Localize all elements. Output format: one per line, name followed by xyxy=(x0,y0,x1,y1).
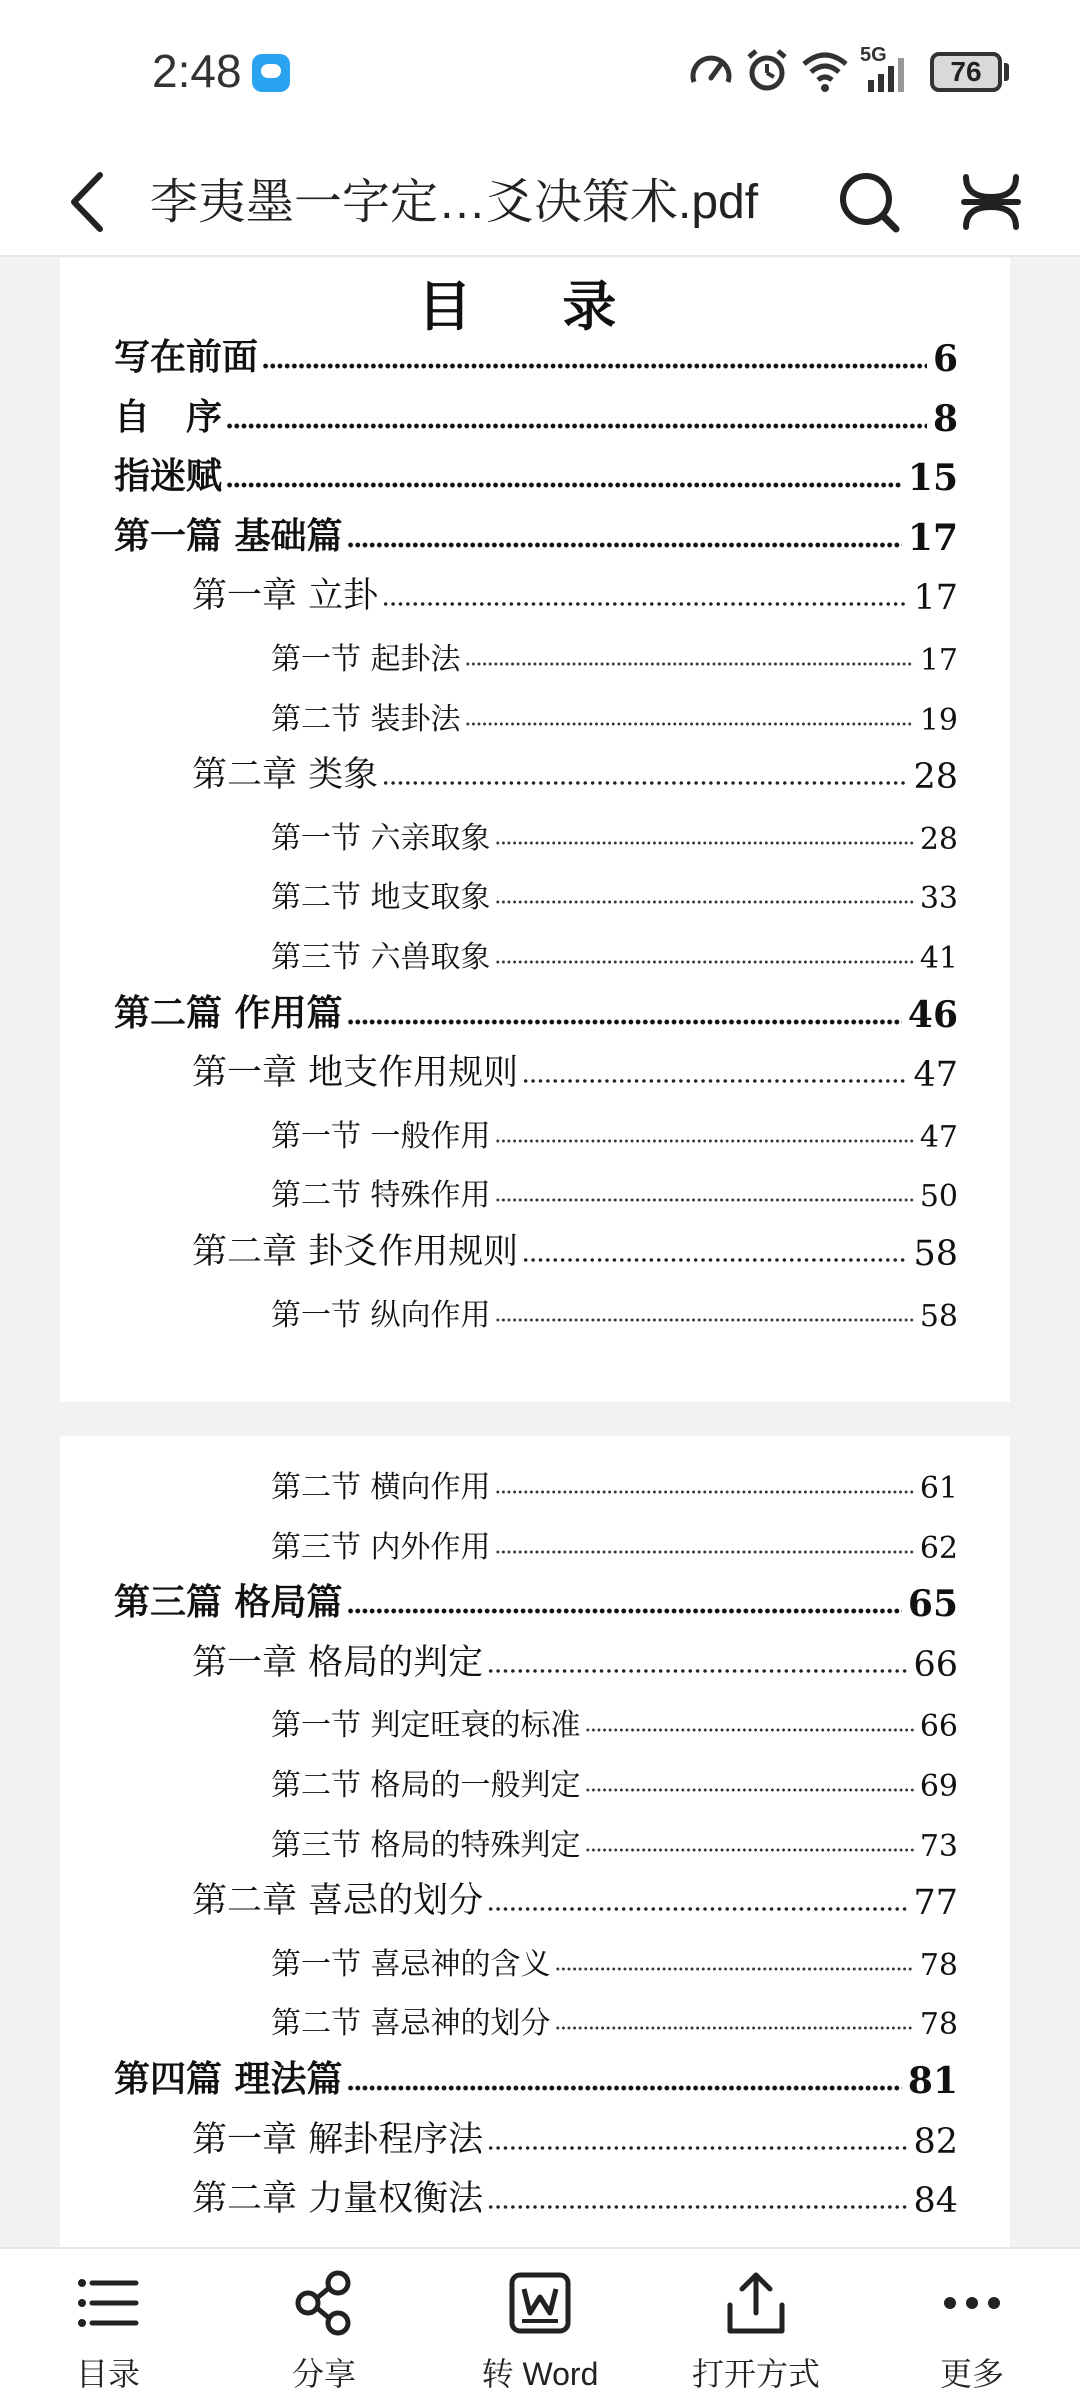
toc-leader-dots xyxy=(382,775,907,787)
toc-entry[interactable] xyxy=(271,924,958,976)
app-bar xyxy=(0,145,1080,257)
toc-entry-title: 第二章 卦爻作用规则 xyxy=(192,1232,519,1272)
toc-entry-title: 自 序 xyxy=(114,395,223,438)
toc-leader-dots xyxy=(487,1901,907,1913)
battery-icon: 76 xyxy=(930,52,1002,92)
toc-entry[interactable] xyxy=(114,447,958,499)
toc-entry-page: 47 xyxy=(919,1119,958,1155)
toc-entry-page: 66 xyxy=(919,1709,958,1745)
toc-entry[interactable] xyxy=(192,745,958,797)
toc-entry-page: 62 xyxy=(919,1530,958,1566)
share-button-label: 分享 xyxy=(291,2356,356,2392)
toc-entry-title: 第一章 解卦程序法 xyxy=(192,2119,484,2160)
toc-entry[interactable] xyxy=(192,1633,958,1685)
toc-entry[interactable] xyxy=(271,1162,958,1214)
toc-button-label: 目录 xyxy=(75,2356,140,2392)
toc-entry-page: 73 xyxy=(919,1828,958,1864)
open-with-button[interactable] xyxy=(666,2249,846,2400)
list-icon xyxy=(74,2269,142,2337)
toc-leader-dots xyxy=(347,1014,902,1026)
toc-entry-title: 第三节 内外作用 xyxy=(271,1529,491,1565)
toc-entry[interactable] xyxy=(192,1043,958,1095)
search-icon[interactable] xyxy=(836,163,902,239)
toc-entry-page: 81 xyxy=(907,2060,958,2102)
toc-entry-title: 第二章 喜忌的划分 xyxy=(192,1881,484,1922)
toc-entry-title: 第三篇 格局篇 xyxy=(114,1581,343,1624)
toc-entry-page: 46 xyxy=(907,993,958,1036)
toc-entry-title: 第二章 类象 xyxy=(192,755,379,796)
toc-leader-dots xyxy=(262,358,927,370)
toc-leader-dots xyxy=(585,1842,914,1854)
toc-entry-page: 17 xyxy=(919,643,958,678)
pdf-page[interactable] xyxy=(60,258,1010,1402)
speed-icon xyxy=(688,48,734,98)
toc-leader-dots xyxy=(487,1663,907,1675)
toc-entry-title: 第二节 喜忌神的划分 xyxy=(271,2006,551,2042)
toc-entry[interactable] xyxy=(271,864,958,916)
toc-entry-page: 8 xyxy=(932,397,958,440)
toc-leader-dots xyxy=(495,835,914,847)
toc-entry[interactable] xyxy=(114,1573,958,1625)
toc-entry[interactable] xyxy=(271,1692,958,1744)
toc-entry[interactable] xyxy=(114,388,958,440)
status-time: 2:48 xyxy=(152,45,242,97)
toc-entry-title: 第一章 格局的判定 xyxy=(192,1642,484,1683)
toc-entry-title: 第一节 纵向作用 xyxy=(271,1297,491,1333)
toc-entry-page: 78 xyxy=(919,2007,958,2043)
toc-entry-page: 58 xyxy=(913,1234,958,1274)
toc-leader-dots xyxy=(522,1073,907,1085)
toc-entry[interactable] xyxy=(271,626,958,678)
toc-entry[interactable] xyxy=(271,805,958,857)
toc-leader-dots xyxy=(495,1484,914,1496)
toc-leader-dots xyxy=(585,1782,914,1794)
toc-leader-dots xyxy=(347,537,902,549)
toc-entry-title: 第一章 地支作用规则 xyxy=(192,1053,519,1094)
toc-leader-dots xyxy=(465,656,914,668)
word-icon xyxy=(506,2269,574,2337)
toc-entry-page: 15 xyxy=(907,457,958,500)
toc-entry-title: 第一篇 基础篇 xyxy=(114,514,343,557)
toc-button[interactable] xyxy=(18,2249,198,2400)
toc-entry-title: 第三节 格局的特殊判定 xyxy=(271,1827,581,1863)
toc-entry-page: 50 xyxy=(919,1179,958,1215)
toc-leader-dots xyxy=(585,1722,914,1734)
toc-entry-title: 第一节 一般作用 xyxy=(271,1118,491,1154)
toc-entry-page: 82 xyxy=(913,2121,958,2162)
more-button-label: 更多 xyxy=(939,2356,1004,2392)
bottom-toolbar xyxy=(0,2247,1080,2400)
toc-leader-dots xyxy=(226,477,902,489)
toc-entry[interactable] xyxy=(114,2050,958,2102)
toc-leader-dots xyxy=(495,954,914,966)
toc-entry[interactable] xyxy=(271,1282,958,1334)
more-icon xyxy=(938,2269,1006,2337)
toc-entry[interactable] xyxy=(192,2169,958,2221)
toc-entry[interactable] xyxy=(271,1103,958,1155)
toc-leader-dots xyxy=(495,1312,914,1324)
toc-leader-dots xyxy=(522,1252,907,1264)
share-icon xyxy=(290,2269,358,2337)
toc-leader-dots xyxy=(347,2080,902,2092)
open-with-label: 打开方式 xyxy=(691,2356,820,2392)
battery-tip xyxy=(1004,63,1009,81)
toc-leader-dots xyxy=(382,596,907,608)
open-with-icon xyxy=(722,2269,790,2337)
toc-leader-dots xyxy=(347,1603,902,1615)
toc-leader-dots xyxy=(465,716,914,728)
toc-entry[interactable] xyxy=(271,1931,958,1983)
toc-entry[interactable] xyxy=(271,1514,958,1566)
wifi-icon xyxy=(800,48,850,98)
toc-entry[interactable] xyxy=(114,507,958,559)
toc-entry-title: 第二节 横向作用 xyxy=(271,1470,491,1505)
toc-leader-dots xyxy=(555,1961,914,1973)
toc-entry-page: 6 xyxy=(932,338,958,380)
alarm-icon xyxy=(744,48,790,98)
toc-entry-title: 第一节 喜忌神的含义 xyxy=(271,1946,551,1982)
toc-entry-title: 第二节 装卦法 xyxy=(271,701,461,737)
message-icon xyxy=(252,54,290,92)
network-label: 5G xyxy=(860,44,887,66)
toc-entry-page: 78 xyxy=(919,1947,958,1983)
toc-leader-dots xyxy=(495,1544,914,1556)
share-button[interactable] xyxy=(234,2249,414,2400)
toc-entry-page: 41 xyxy=(919,941,958,976)
layout-icon[interactable] xyxy=(958,163,1024,239)
toc-entry-page: 66 xyxy=(913,1644,958,1685)
toc-entry-title: 第一节 判定旺衰的标准 xyxy=(271,1708,581,1744)
toc-entry[interactable] xyxy=(271,1454,958,1506)
back-icon[interactable] xyxy=(60,165,120,235)
toc-entry-page: 47 xyxy=(913,1055,958,1096)
toc-entry[interactable] xyxy=(114,984,958,1036)
toc-leader-dots xyxy=(495,894,914,906)
toc-entry[interactable] xyxy=(271,1752,958,1804)
document-title: 李夷墨一字定…爻决策术.pdf xyxy=(150,176,759,229)
toc-entry[interactable] xyxy=(114,328,958,380)
toc-entry[interactable] xyxy=(192,566,958,618)
toc-leader-dots xyxy=(495,1192,914,1204)
toc-entry-page: 17 xyxy=(907,516,958,559)
toc-entry-page: 61 xyxy=(919,1471,958,1506)
toc-leader-dots xyxy=(487,2199,907,2211)
toc-entry-page: 28 xyxy=(913,757,958,798)
toc-entry-title: 第四篇 理法篇 xyxy=(114,2058,343,2100)
toc-entry-page: 58 xyxy=(919,1298,958,1334)
toc-leader-dots xyxy=(226,418,927,430)
toc-entry-title: 写在前面 xyxy=(114,336,259,378)
toc-entry[interactable] xyxy=(192,1222,958,1274)
convert-word-label: 转 Word xyxy=(481,2356,599,2392)
toc-entry-title: 第二节 格局的一般判定 xyxy=(271,1768,581,1803)
toc-entry-page: 65 xyxy=(907,1583,958,1626)
toc-entry[interactable] xyxy=(271,1990,958,2042)
toc-leader-dots xyxy=(487,2140,907,2152)
toc-entry-title: 第一节 起卦法 xyxy=(271,642,461,677)
toc-entry-page: 33 xyxy=(919,881,958,917)
toc-entry-page: 77 xyxy=(913,1883,958,1924)
toc-entry-title: 第三节 六兽取象 xyxy=(271,940,491,975)
convert-word-button[interactable] xyxy=(450,2249,630,2400)
toc-entry-page: 84 xyxy=(913,2181,958,2222)
toc-entry-title: 第一章 立卦 xyxy=(192,576,379,617)
signal-icon xyxy=(866,54,910,98)
toc-entry[interactable] xyxy=(271,686,958,738)
toc-entry-page: 17 xyxy=(913,578,958,619)
toc-leader-dots xyxy=(495,1133,914,1145)
toc-entry[interactable] xyxy=(271,1812,958,1864)
toc-entry-title: 第二篇 作用篇 xyxy=(114,991,343,1034)
toc-entry-page: 69 xyxy=(919,1769,958,1804)
toc-heading: 目 录 xyxy=(417,274,653,338)
toc-entry[interactable] xyxy=(192,1871,958,1923)
status-bar xyxy=(0,0,1080,145)
toc-leader-dots xyxy=(555,2020,914,2032)
toc-entry-title: 第二章 力量权衡法 xyxy=(192,2179,484,2220)
toc-entry-page: 28 xyxy=(919,821,958,857)
toc-entry-title: 第一节 六亲取象 xyxy=(271,820,491,856)
toc-entry-page: 19 xyxy=(919,702,958,738)
toc-entry[interactable] xyxy=(192,2110,958,2162)
more-button[interactable] xyxy=(882,2249,1062,2400)
toc-entry-title: 第二节 地支取象 xyxy=(271,880,491,916)
toc-entry-title: 指迷赋 xyxy=(114,455,223,498)
toc-entry-title: 第二节 特殊作用 xyxy=(271,1178,491,1214)
